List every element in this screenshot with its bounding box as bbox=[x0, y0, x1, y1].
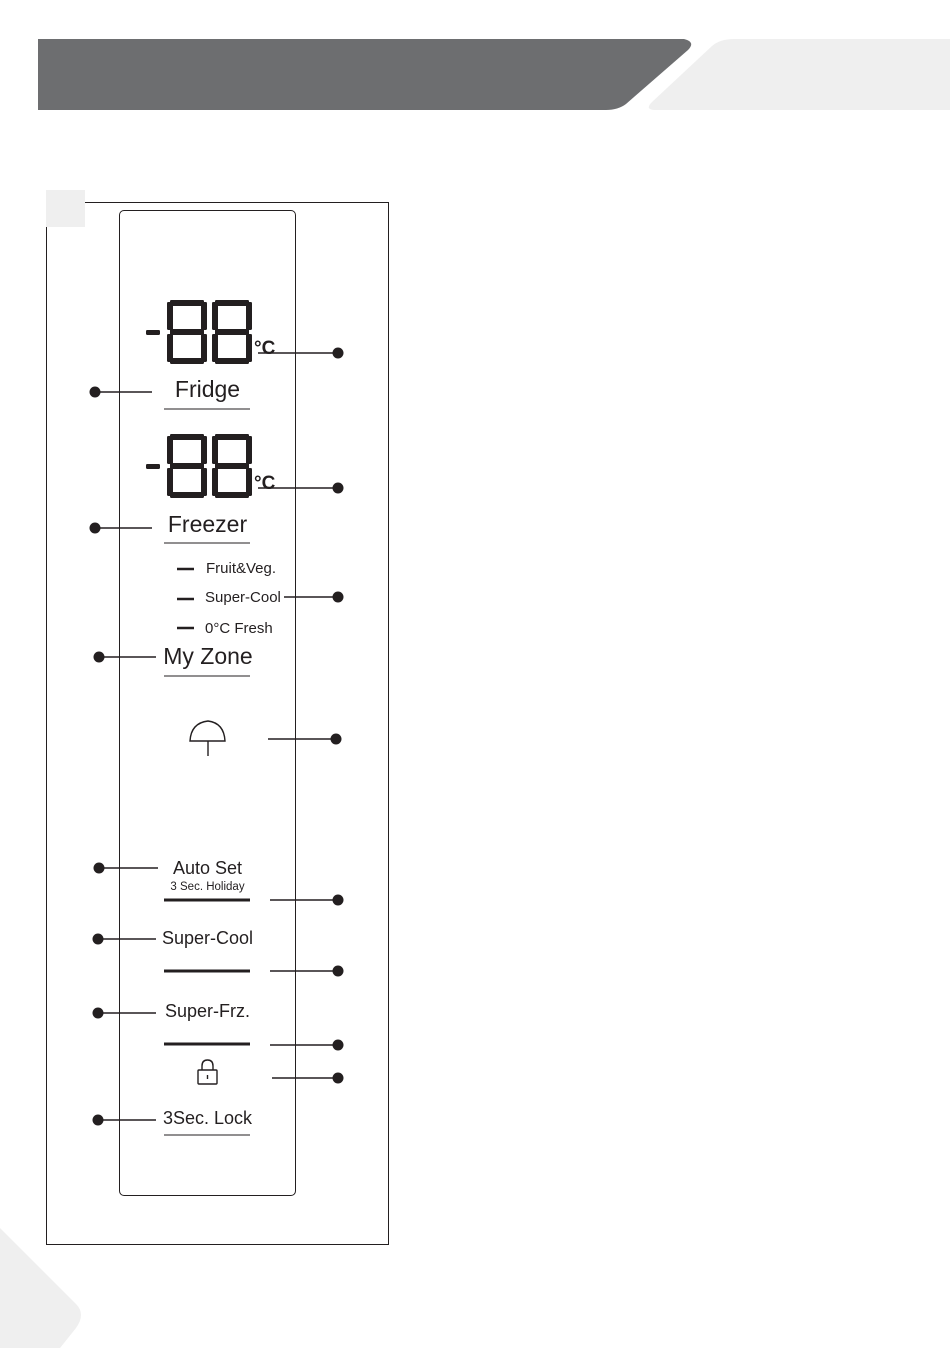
superfrz-button-label[interactable]: Super-Frz. bbox=[164, 1001, 251, 1021]
segment-2-d bbox=[215, 492, 249, 498]
minus-segment bbox=[146, 330, 160, 335]
segment-2-b bbox=[246, 302, 252, 330]
callout-dot-14 bbox=[333, 1073, 344, 1084]
segment-1-d bbox=[170, 492, 204, 498]
segment-2-g bbox=[215, 463, 249, 469]
segment-2-d bbox=[215, 358, 249, 364]
segment-1-a bbox=[170, 300, 204, 306]
segment-1-b bbox=[201, 436, 207, 464]
segment-1-g bbox=[170, 463, 204, 469]
segment-2-c bbox=[246, 334, 252, 362]
autoset-button-label[interactable]: Auto Set bbox=[172, 858, 243, 878]
callout-dot-11 bbox=[333, 966, 344, 977]
segment-1-g bbox=[170, 329, 204, 335]
minus-segment bbox=[146, 464, 160, 469]
myzone-option-supercool: Super-Cool bbox=[205, 589, 281, 606]
segment-1-f bbox=[167, 436, 173, 464]
callout-dot-2 bbox=[90, 387, 101, 398]
fridge-temp-display bbox=[146, 300, 252, 364]
callout-dot-9 bbox=[333, 895, 344, 906]
callout-dot-1 bbox=[333, 348, 344, 359]
segment-2-f bbox=[212, 436, 218, 464]
segment-2-e bbox=[212, 334, 218, 362]
callout-dot-13 bbox=[333, 1040, 344, 1051]
myzone-option-fresh: 0°C Fresh bbox=[205, 620, 273, 637]
segment-1-c bbox=[201, 334, 207, 362]
segment-1-d bbox=[170, 358, 204, 364]
fridge-temp-unit: °C bbox=[254, 338, 276, 359]
segment-1-e bbox=[167, 334, 173, 362]
freezer-button-label[interactable]: Freezer bbox=[167, 511, 248, 537]
callout-dot-8 bbox=[94, 863, 105, 874]
segment-2-a bbox=[215, 434, 249, 440]
myzone-option-fruitveg: Fruit&Veg. bbox=[206, 560, 277, 577]
callout-dot-15 bbox=[93, 1115, 104, 1126]
segment-2-e bbox=[212, 468, 218, 496]
freezer-temp-unit: °C bbox=[254, 473, 276, 494]
page-corner-decoration bbox=[0, 1228, 90, 1348]
segment-2-g bbox=[215, 329, 249, 335]
callout-dot-10 bbox=[93, 934, 104, 945]
callout-dot-12 bbox=[93, 1008, 104, 1019]
supercool-button-label[interactable]: Super-Cool bbox=[161, 928, 254, 948]
umbrella-icon bbox=[190, 721, 225, 756]
freezer-temp-display bbox=[146, 434, 252, 498]
segment-1-f bbox=[167, 302, 173, 330]
callout-dot-3 bbox=[333, 483, 344, 494]
callout-dot-4 bbox=[90, 523, 101, 534]
holiday-sub-label: 3 Sec. Holiday bbox=[170, 881, 245, 893]
fridge-button-label[interactable]: Fridge bbox=[174, 376, 241, 402]
callout-dot-6 bbox=[94, 652, 105, 663]
myzone-button-label[interactable]: My Zone bbox=[163, 643, 253, 669]
segment-1-c bbox=[201, 468, 207, 496]
segment-2-a bbox=[215, 300, 249, 306]
segment-2-f bbox=[212, 302, 218, 330]
segment-1-a bbox=[170, 434, 204, 440]
padlock-icon bbox=[198, 1060, 217, 1084]
segment-1-b bbox=[201, 302, 207, 330]
lock-button-label[interactable]: 3Sec. Lock bbox=[162, 1108, 253, 1128]
segment-2-b bbox=[246, 436, 252, 464]
segment-2-c bbox=[246, 468, 252, 496]
segment-1-e bbox=[167, 468, 173, 496]
callout-dot-7 bbox=[331, 734, 342, 745]
callout-dot-5 bbox=[333, 592, 344, 603]
